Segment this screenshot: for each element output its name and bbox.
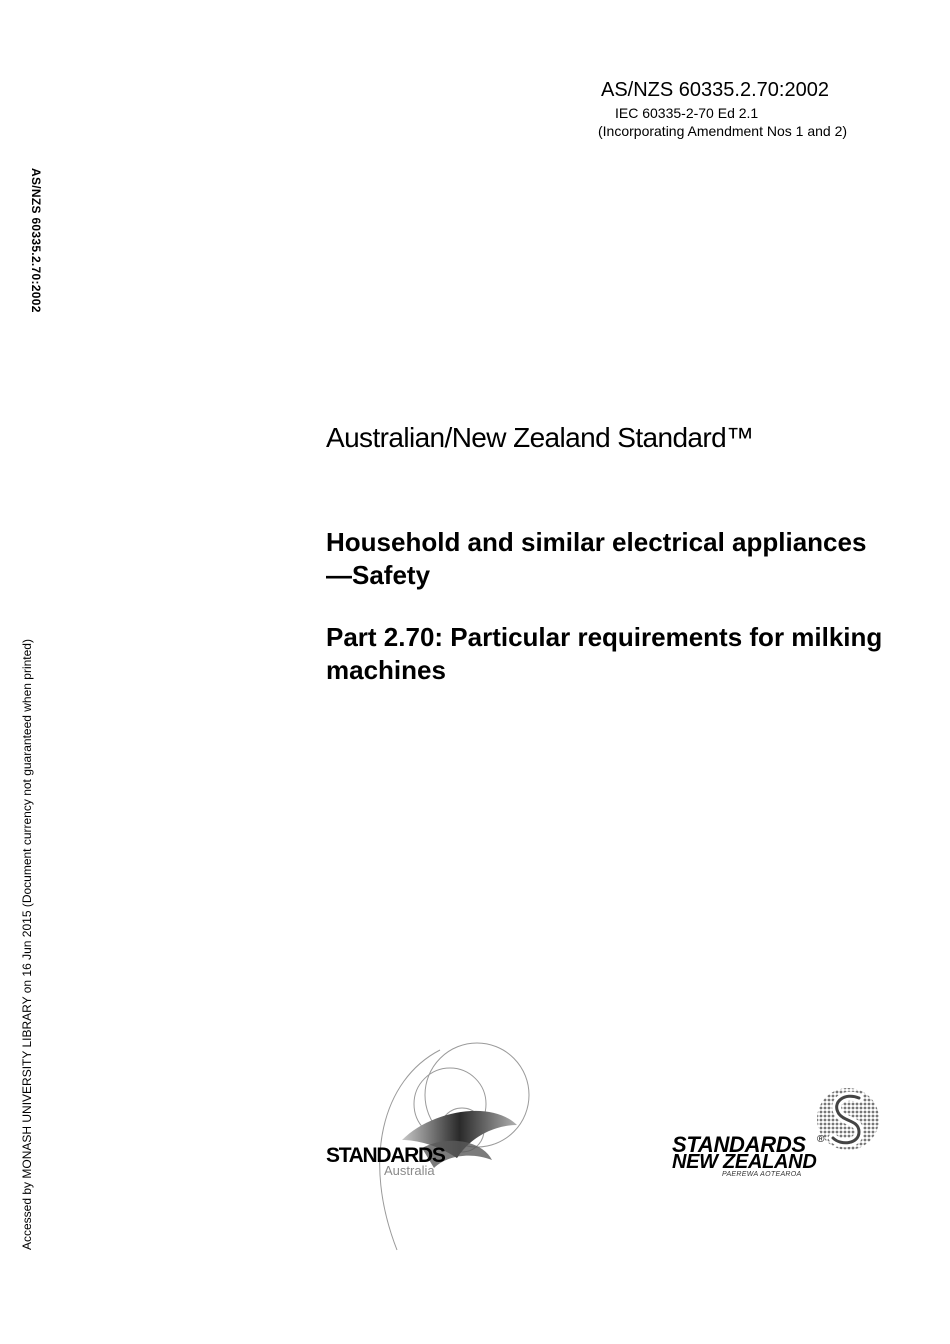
- document-title: Household and similar electrical appliances—Safety: [326, 527, 867, 590]
- standards-australia-subtitle: Australia: [384, 1163, 435, 1178]
- standards-nz-country: NEW ZEALAND: [672, 1151, 817, 1173]
- standard-type-heading: Australian/New Zealand Standard™: [326, 422, 754, 453]
- document-part-title: Part 2.70: Particular requirements for milking machines: [326, 622, 883, 685]
- spine-standard-id: AS/NZS 60335.2.70:2002: [29, 168, 43, 313]
- registered-mark: ®: [817, 1134, 825, 1145]
- standards-nz-wordmark: STANDARDS: [672, 1132, 806, 1157]
- standards-nz-maori-name: PAEREWA AOTEAROA: [722, 1171, 802, 1178]
- standards-australia-wordmark: STANDARDS: [326, 1144, 445, 1167]
- standard-id: AS/NZS 60335.2.70:2002: [601, 79, 829, 101]
- access-note: Accessed by MONASH UNIVERSITY LIBRARY on 16 Jun 2015 (Document currency not guaranteed when printed): [20, 639, 34, 1250]
- standards-new-zealand-logo: [815, 1086, 881, 1152]
- iec-id: IEC 60335-2-70 Ed 2.1: [615, 105, 759, 121]
- amendment-note: (Incorporating Amendment Nos 1 and 2): [598, 123, 848, 139]
